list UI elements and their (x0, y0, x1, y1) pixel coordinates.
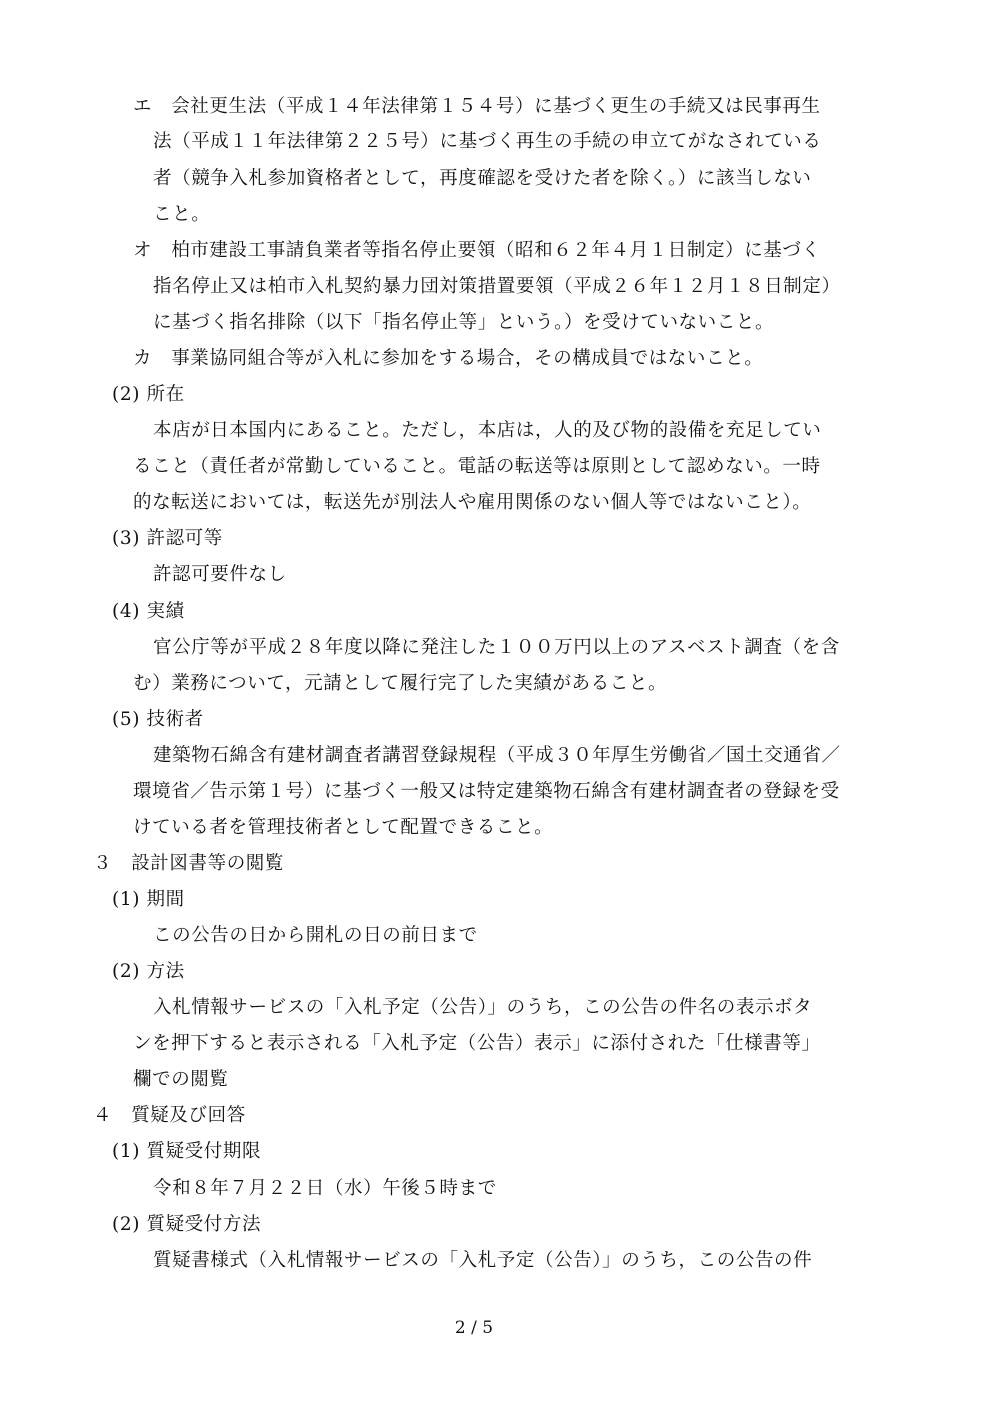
section-3-1-text: この公告の日から開札の日の前日まで (153, 925, 478, 946)
item-o-line-1: オ 柏市建設工事請負業者等指名停止要領（昭和６２年４月１日制定）に基づく (133, 240, 821, 261)
section-3-1-heading: (1) 期間 (112, 889, 185, 910)
section-2-4-heading: (4) 実績 (112, 601, 185, 622)
section-3-2-text-3: 欄での閲覧 (133, 1069, 229, 1090)
section-3-heading: ３ 設計図書等の閲覧 (93, 853, 285, 874)
section-2-2-text-3: 的な転送においては，転送先が別法人や雇用関係のない個人等ではないこと）。 (133, 492, 812, 513)
item-e-line-1: エ 会社更生法（平成１４年法律第１５４号）に基づく更生の手続又は民事再生 (133, 96, 821, 117)
section-2-3-text: 許認可要件なし (153, 564, 287, 585)
section-2-3-heading: (3) 許認可等 (112, 528, 223, 549)
section-2-5-heading: (5) 技術者 (112, 709, 204, 730)
item-ka-line-1: カ 事業協同組合等が入札に参加をする場合，その構成員ではないこと。 (133, 348, 764, 369)
section-2-2-text-2: ること（責任者が常勤していること。電話の転送等は原則として認めない。一時 (133, 456, 821, 477)
section-2-4-text-1: 官公庁等が平成２８年度以降に発注した１００万円以上のアスベスト調査（を含 (153, 637, 840, 658)
section-2-5-text-1: 建築物石綿含有建材調査者講習登録規程（平成３０年厚生労働省／国土交通省／ (153, 745, 841, 766)
section-2-5-text-3: けている者を管理技術者として配置できること。 (133, 817, 554, 838)
item-o-line-3: に基づく指名排除（以下「指名停止等」という。）を受けていないこと。 (153, 312, 775, 333)
section-2-4-text-2: む）業務について，元請として履行完了した実績があること。 (133, 673, 668, 694)
section-4-1-text: 令和８年７月２２日（水）午後５時まで (153, 1178, 497, 1199)
item-o-line-2: 指名停止又は柏市入札契約暴力団対策措置要領（平成２６年１２月１８日制定） (153, 276, 841, 297)
section-4-2-text-1: 質疑書様式（入札情報サービスの「入札予定（公告）」のうち，この公告の件 (153, 1250, 813, 1271)
section-3-2-text-1: 入札情報サービスの「入札予定（公告）」のうち，この公告の件名の表示ボタ (153, 997, 813, 1018)
section-2-2-heading: (2) 所在 (112, 384, 185, 405)
section-4-1-heading: (1) 質疑受付期限 (112, 1141, 262, 1162)
page-number: 2 / 5 (454, 1318, 494, 1338)
section-2-5-text-2: 環境省／告示第１号）に基づく一般又は特定建築物石綿含有建材調査者の登録を受 (133, 781, 840, 802)
item-e-line-2: 法（平成１１年法律第２２５号）に基づく再生の手続の申立てがなされている (153, 131, 822, 152)
section-3-2-text-2: ンを押下すると表示される「入札予定（公告）表示」に添付された「仕様書等」 (133, 1033, 821, 1054)
section-3-2-heading: (2) 方法 (112, 961, 185, 982)
section-4-heading: ４ 質疑及び回答 (93, 1105, 246, 1126)
section-2-2-text-1: 本店が日本国内にあること。ただし，本店は，人的及び物的設備を充足してい (153, 420, 822, 441)
section-4-2-heading: (2) 質疑受付方法 (112, 1214, 262, 1235)
item-e-line-3: 者（競争入札参加資格者として，再度確認を受けた者を除く。）に該当しない (153, 168, 812, 189)
item-e-line-4: こと。 (153, 204, 211, 225)
